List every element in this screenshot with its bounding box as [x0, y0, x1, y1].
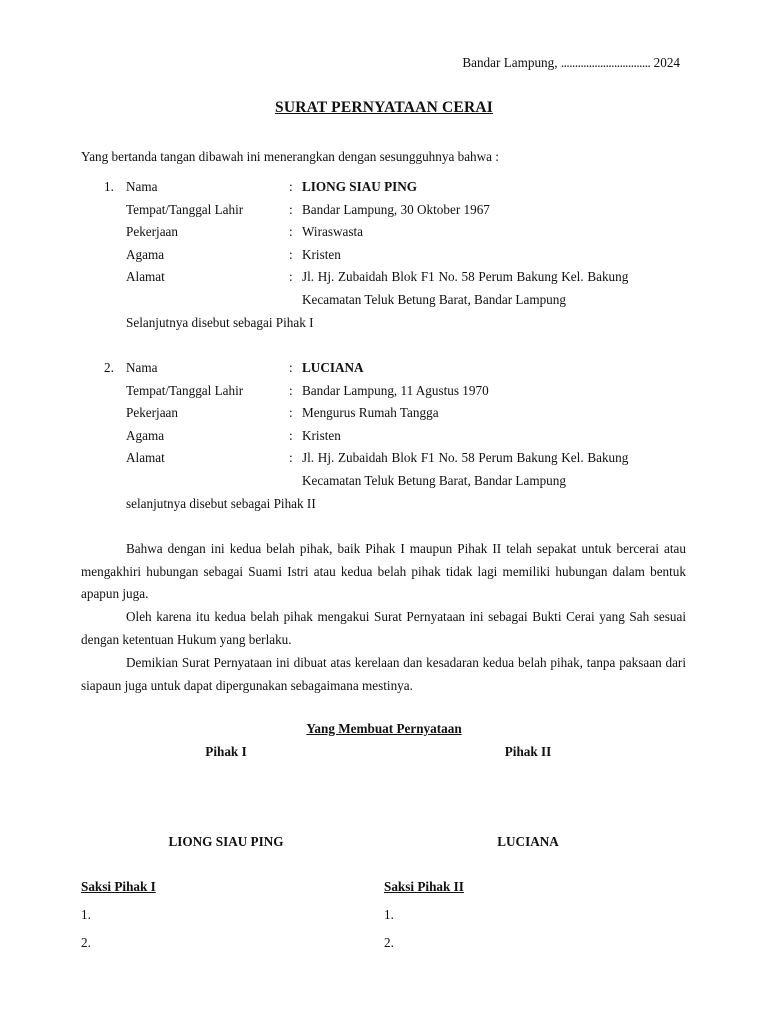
date-line: [462, 55, 680, 71]
paragraph-closing: [81, 652, 686, 697]
paragraph-text: Demikian Surat Pernyataan ini dibuat atas kerelaan dan kesadaran kedua belah pihak, tanpa paksaan dari siapaun juga untuk dapat dipergunakan sebagaimana mestinya.: [81, 655, 686, 693]
field-value-line2: Kecamatan Teluk Betung Barat, Bandar Lampung: [302, 473, 566, 488]
signature-label-pihak-2: Pihak II: [504, 744, 552, 759]
field-colon: :: [289, 201, 293, 217]
party-1-religion-row: [0, 247, 768, 267]
date-blank: ................................: [560, 55, 651, 70]
party-1-number: 1.: [104, 179, 114, 194]
witness-2-item-2: 2.: [384, 935, 394, 950]
field-label: Pekerjaan: [126, 224, 178, 240]
party-1-address-row-2: [0, 292, 768, 312]
field-label: Tempat/Tanggal Lahir: [126, 201, 244, 217]
date-year: 2024: [653, 55, 680, 70]
party-1-job-row: [0, 224, 768, 244]
party-2-religion-row: [0, 428, 768, 448]
party-1-designation: [0, 315, 768, 335]
party-2-address-row: [0, 450, 768, 470]
field-colon: :: [289, 382, 293, 398]
party-2-designation: [0, 496, 768, 516]
field-colon: :: [289, 224, 293, 240]
date-place: Bandar Lampung,: [462, 55, 558, 70]
signature-name-pihak-1: LIONG SIAU PING: [168, 834, 284, 849]
field-label: Alamat: [126, 450, 165, 466]
field-colon: :: [289, 269, 293, 285]
field-value: Bandar Lampung, 11 Agustus 1970: [302, 382, 489, 398]
party-2-birth-row: [0, 383, 768, 403]
field-value: Kristen: [302, 246, 341, 262]
witness-1-item-1: 1.: [81, 907, 91, 922]
party-2-job-row: [0, 405, 768, 425]
party-2-name-row: [0, 360, 768, 380]
field-value: LUCIANA: [302, 360, 364, 375]
field-colon: :: [289, 246, 293, 262]
field-value: Kristen: [302, 427, 341, 443]
field-colon: :: [289, 179, 293, 194]
field-value: Jl. Hj. Zubaidah Blok F1 No. 58 Perum Bakung Kel. Bakung: [302, 450, 629, 466]
paragraph-text: Oleh karena itu kedua belah pihak mengakui Surat Pernyataan ini sebagai Bukti Cerai yang Sah sesuai dengan ketentuan Hukum yang berlaku.: [81, 609, 686, 647]
field-value: Mengurus Rumah Tangga: [302, 405, 439, 421]
intro-text: Yang bertanda tangan dibawah ini menerangkan dengan sesungguhnya bahwa :: [81, 149, 499, 164]
signature-name-pihak-2: LUCIANA: [497, 834, 559, 849]
party-2-number: 2.: [104, 360, 114, 375]
party-1-address-row: [0, 269, 768, 289]
field-value: LIONG SIAU PING: [302, 179, 418, 194]
field-colon: :: [289, 405, 293, 421]
field-label: Alamat: [126, 269, 165, 285]
party-designation-text: Selanjutnya disebut sebagai Pihak I: [126, 314, 314, 330]
field-value: Jl. Hj. Zubaidah Blok F1 No. 58 Perum Bakung Kel. Bakung: [302, 269, 629, 285]
paragraph-agreement: [81, 538, 686, 606]
field-value: Wiraswasta: [302, 224, 363, 240]
paragraph-acknowledgement: [81, 606, 686, 651]
witness-label-pihak-1: Saksi Pihak I: [81, 879, 156, 894]
field-label: Nama: [126, 179, 158, 194]
signature-heading: Yang Membuat Pernyataan: [306, 721, 462, 736]
field-colon: :: [289, 360, 293, 375]
paragraph-text: Bahwa dengan ini kedua belah pihak, baik Pihak I maupun Pihak II telah sepakat untuk bercerai atau mengakhiri hubungan sebagai Suami Istri atau kedua belah pihak tidak lagi memiliki hubungan dalam bentuk apapun juga.: [81, 541, 686, 602]
field-colon: :: [289, 427, 293, 443]
party-designation-text: selanjutnya disebut sebagai Pihak II: [126, 495, 316, 511]
witness-label-pihak-2: Saksi Pihak II: [384, 879, 464, 894]
field-label: Pekerjaan: [126, 405, 178, 421]
field-label: Agama: [126, 427, 165, 443]
party-2-address-row-2: [0, 473, 768, 493]
party-1-name-row: [0, 179, 768, 199]
field-colon: :: [289, 450, 293, 466]
signature-label-pihak-1: Pihak I: [205, 744, 247, 759]
field-label: Agama: [126, 246, 165, 262]
field-label: Tempat/Tanggal Lahir: [126, 382, 244, 398]
party-1-birth-row: [0, 202, 768, 222]
field-label: Nama: [126, 360, 158, 375]
document-title: SURAT PERNYATAAN CERAI: [275, 99, 493, 116]
witness-1-item-2: 2.: [81, 935, 91, 950]
witness-2-item-1: 1.: [384, 907, 394, 922]
field-value: Bandar Lampung, 30 Oktober 1967: [302, 201, 490, 217]
field-value-line2: Kecamatan Teluk Betung Barat, Bandar Lampung: [302, 292, 566, 307]
